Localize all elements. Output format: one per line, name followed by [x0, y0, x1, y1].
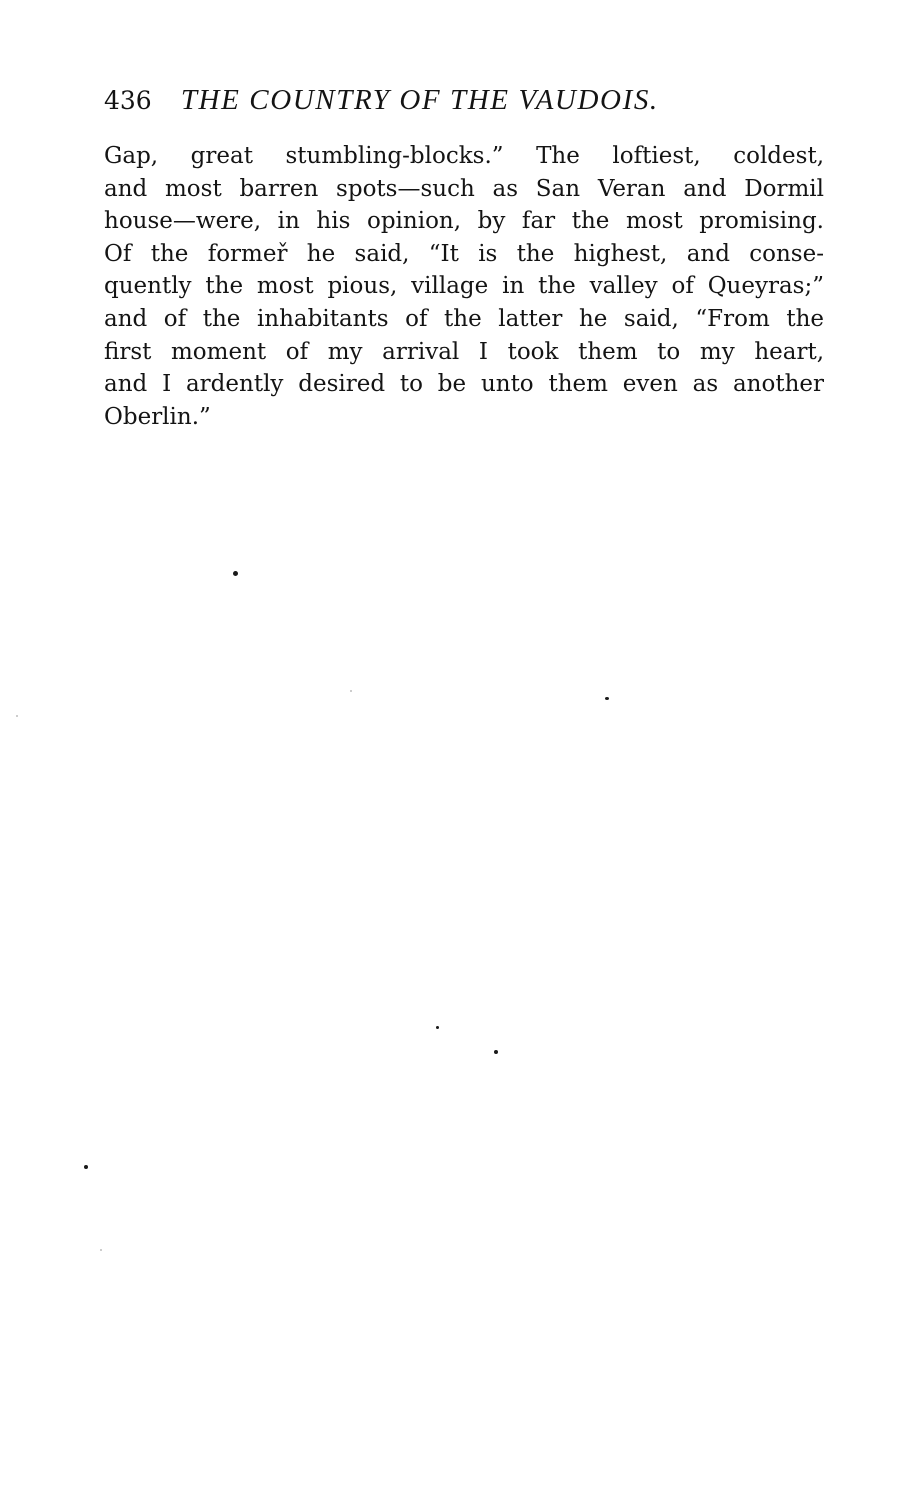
scan-speck: [100, 1249, 102, 1251]
scan-speck: [436, 1026, 439, 1029]
text-line: and most barren spots—such as San Veran and Dormil: [104, 175, 824, 202]
running-head: [104, 84, 834, 124]
body-paragraph: [104, 140, 824, 433]
text-line: Of the formeř he said, “It is the highest, and conse-: [104, 240, 824, 267]
scan-speck: [84, 1165, 88, 1169]
text-line: quently the most pious, village in the valley of Queyras;”: [104, 273, 824, 300]
scan-speck: [494, 1050, 498, 1054]
scan-speck: [350, 690, 352, 692]
scan-speck: [605, 697, 609, 700]
text-line: Gap, great stumbling-blocks.” The loftiest, coldest,: [104, 143, 824, 169]
text-line: and I ardently desired to be unto them even as another: [104, 371, 824, 398]
running-title: THE COUNTRY OF THE VAUDOIS.: [180, 84, 659, 116]
text-line: Oberlin.”: [104, 403, 211, 430]
text-line: and of the inhabitants of the latter he said, “From the: [104, 305, 824, 332]
page-number: 436: [104, 86, 152, 115]
text-line: house—were, in his opinion, by far the most promising.: [104, 208, 824, 235]
scan-speck: [16, 715, 18, 717]
text-line: first moment of my arrival I took them to my heart,: [104, 338, 824, 365]
scan-speck: [233, 571, 238, 576]
